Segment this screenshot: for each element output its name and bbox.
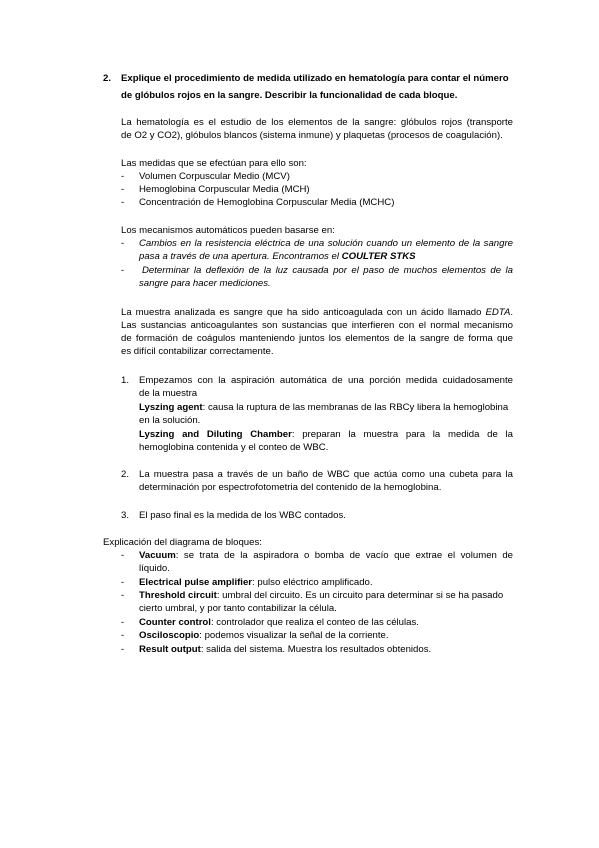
mechanism-2-line-1: Determinar la deflexión de la luz causada por el paso de muchos elementos de la (142, 265, 513, 276)
mechanisms-heading: Los mecanismos automáticos pueden basarse en: (121, 225, 335, 236)
vacuum-desc: : se trata de la aspiradora o bomba de vacío que extrae el volumen de (175, 550, 513, 561)
step-1-lysing-line-1 (139, 401, 508, 414)
step-2-line-1: La muestra pasa a través de un baño de WBC que actúa como una cubeta para la (139, 469, 513, 480)
sample-line-1 (121, 306, 513, 319)
step-2-number: 2. (121, 469, 130, 480)
mechanism-2-line-2: sangre para hacer mediciones. (139, 278, 271, 289)
list-dash: - (121, 630, 125, 641)
step-2-line-2: determinación por espectrofotometria del contenido de la hemoglobina. (139, 482, 442, 493)
output-desc: : salida del sistema. Muestra los resultados obtenidos. (200, 644, 432, 655)
list-dash: - (121, 617, 125, 628)
output-term: Result output (139, 644, 201, 655)
oscilloscope-term: Osciloscopio (139, 630, 200, 641)
edta: EDTA (485, 307, 511, 318)
lysing-agent-term: Lyszing agent (139, 402, 203, 413)
question-number: 2. (103, 73, 112, 84)
step-1-lysing-line-2: en la solución. (139, 415, 201, 426)
mechanism-1-line-1: Cambios en la resistencia eléctrica de una solución cuando un elemento de la sangre (139, 238, 513, 249)
diagram-item-counter (139, 616, 419, 629)
threshold-term: Threshold circuit (139, 590, 217, 601)
lysing-agent-desc: : causa la ruptura de las membranas de las RBCy libera la hemoglobina (202, 402, 509, 413)
diagram-item-output (139, 643, 431, 656)
step-3-number: 3. (121, 510, 130, 521)
diagram-item-oscilloscope (139, 629, 389, 642)
diagram-item-amplifier (139, 576, 373, 589)
diagram-item-vacuum (139, 549, 513, 562)
step-1-chamber-line-2: hemoglobina contenida y el conteo de WBC. (139, 442, 329, 453)
list-dash: - (121, 184, 125, 195)
intro-line-2: de O2 y CO2), glóbulos blancos (sistema inmune) y plaquetas (procesos de coagulación). (121, 130, 503, 141)
list-dash: - (121, 171, 125, 182)
measure-item-mchc: Concentración de Hemoglobina Corpuscular Media (MCHC) (139, 197, 395, 208)
diagram-item-threshold (139, 589, 503, 602)
list-dash: - (121, 238, 125, 249)
question-line-2: de glóbulos rojos en la sangre. Describir la funcionalidad de cada bloque. (121, 90, 458, 101)
amplifier-desc: : pulso eléctrico amplificado. (252, 577, 373, 588)
list-dash: - (121, 590, 125, 601)
measure-item-mch: Hemoglobina Corpuscular Media (MCH) (139, 184, 310, 195)
sample-line-4: es difícil contabilizar correctamente. (121, 346, 274, 357)
coulter-stks: COULTER STKS (341, 251, 416, 262)
chamber-term: Lyszing and Diluting Chamber (139, 429, 292, 440)
sample-line-2: Las sustancias anticoagulantes son sustancias que interfieren con el normal mecanismo (121, 320, 513, 331)
list-dash: - (121, 197, 125, 208)
question-line-1: Explique el procedimiento de medida utilizado en hematología para contar el número (121, 73, 509, 84)
threshold-desc: : umbral del circuito. Es un circuito para determinar si se ha pasado (216, 590, 504, 601)
step-3-line-1: El paso final es la medida de los WBC contados. (139, 510, 346, 521)
sample-text: La muestra analizada es sangre que ha sido anticoagulada con un ácido llamado (121, 307, 482, 318)
diagram-item-threshold-line-2: cierto umbral, y por tanto contabilizar la célula. (139, 603, 337, 614)
chamber-desc: : preparan la muestra para la medida de la (291, 429, 513, 440)
oscilloscope-desc: : podemos visualizar la señal de la corriente. (199, 630, 389, 641)
list-dash: - (121, 265, 125, 276)
measure-item-mcv: Volumen Corpuscular Medio (MCV) (139, 171, 290, 182)
mechanism-1-line-2 (139, 250, 416, 263)
intro-line-1: La hematología es el estudio de los elementos de la sangre: glóbulos rojos (transporte (121, 117, 513, 128)
counter-term: Counter control (139, 617, 211, 628)
diagram-item-vacuum-line-2: líquido. (139, 563, 170, 574)
list-dash: - (121, 577, 125, 588)
sample-line-3: de formación de coágulos manteniendo juntos los elementos de la sangre de forma que (121, 333, 513, 344)
vacuum-term: Vacuum (139, 550, 176, 561)
mechanism-1-text: pasa a través de una apertura. Encontramos el (139, 251, 339, 262)
counter-desc: : controlador que realiza el conteo de las células. (210, 617, 419, 628)
diagram-heading: Explicación del diagrama de bloques: (103, 537, 262, 548)
list-dash: - (121, 550, 125, 561)
step-1-line-1: Empezamos con la aspiración automática de una porción medida cuidadosamente (139, 375, 513, 386)
step-1-line-2: de la muestra (139, 388, 198, 399)
amplifier-term: Electrical pulse amplifier (139, 577, 253, 588)
measures-heading: Las medidas que se efectúan para ello son: (121, 158, 307, 169)
step-1-number: 1. (121, 375, 130, 386)
list-dash: - (121, 644, 125, 655)
step-1-chamber-line-1 (139, 428, 513, 441)
sample-period: . (510, 307, 514, 318)
